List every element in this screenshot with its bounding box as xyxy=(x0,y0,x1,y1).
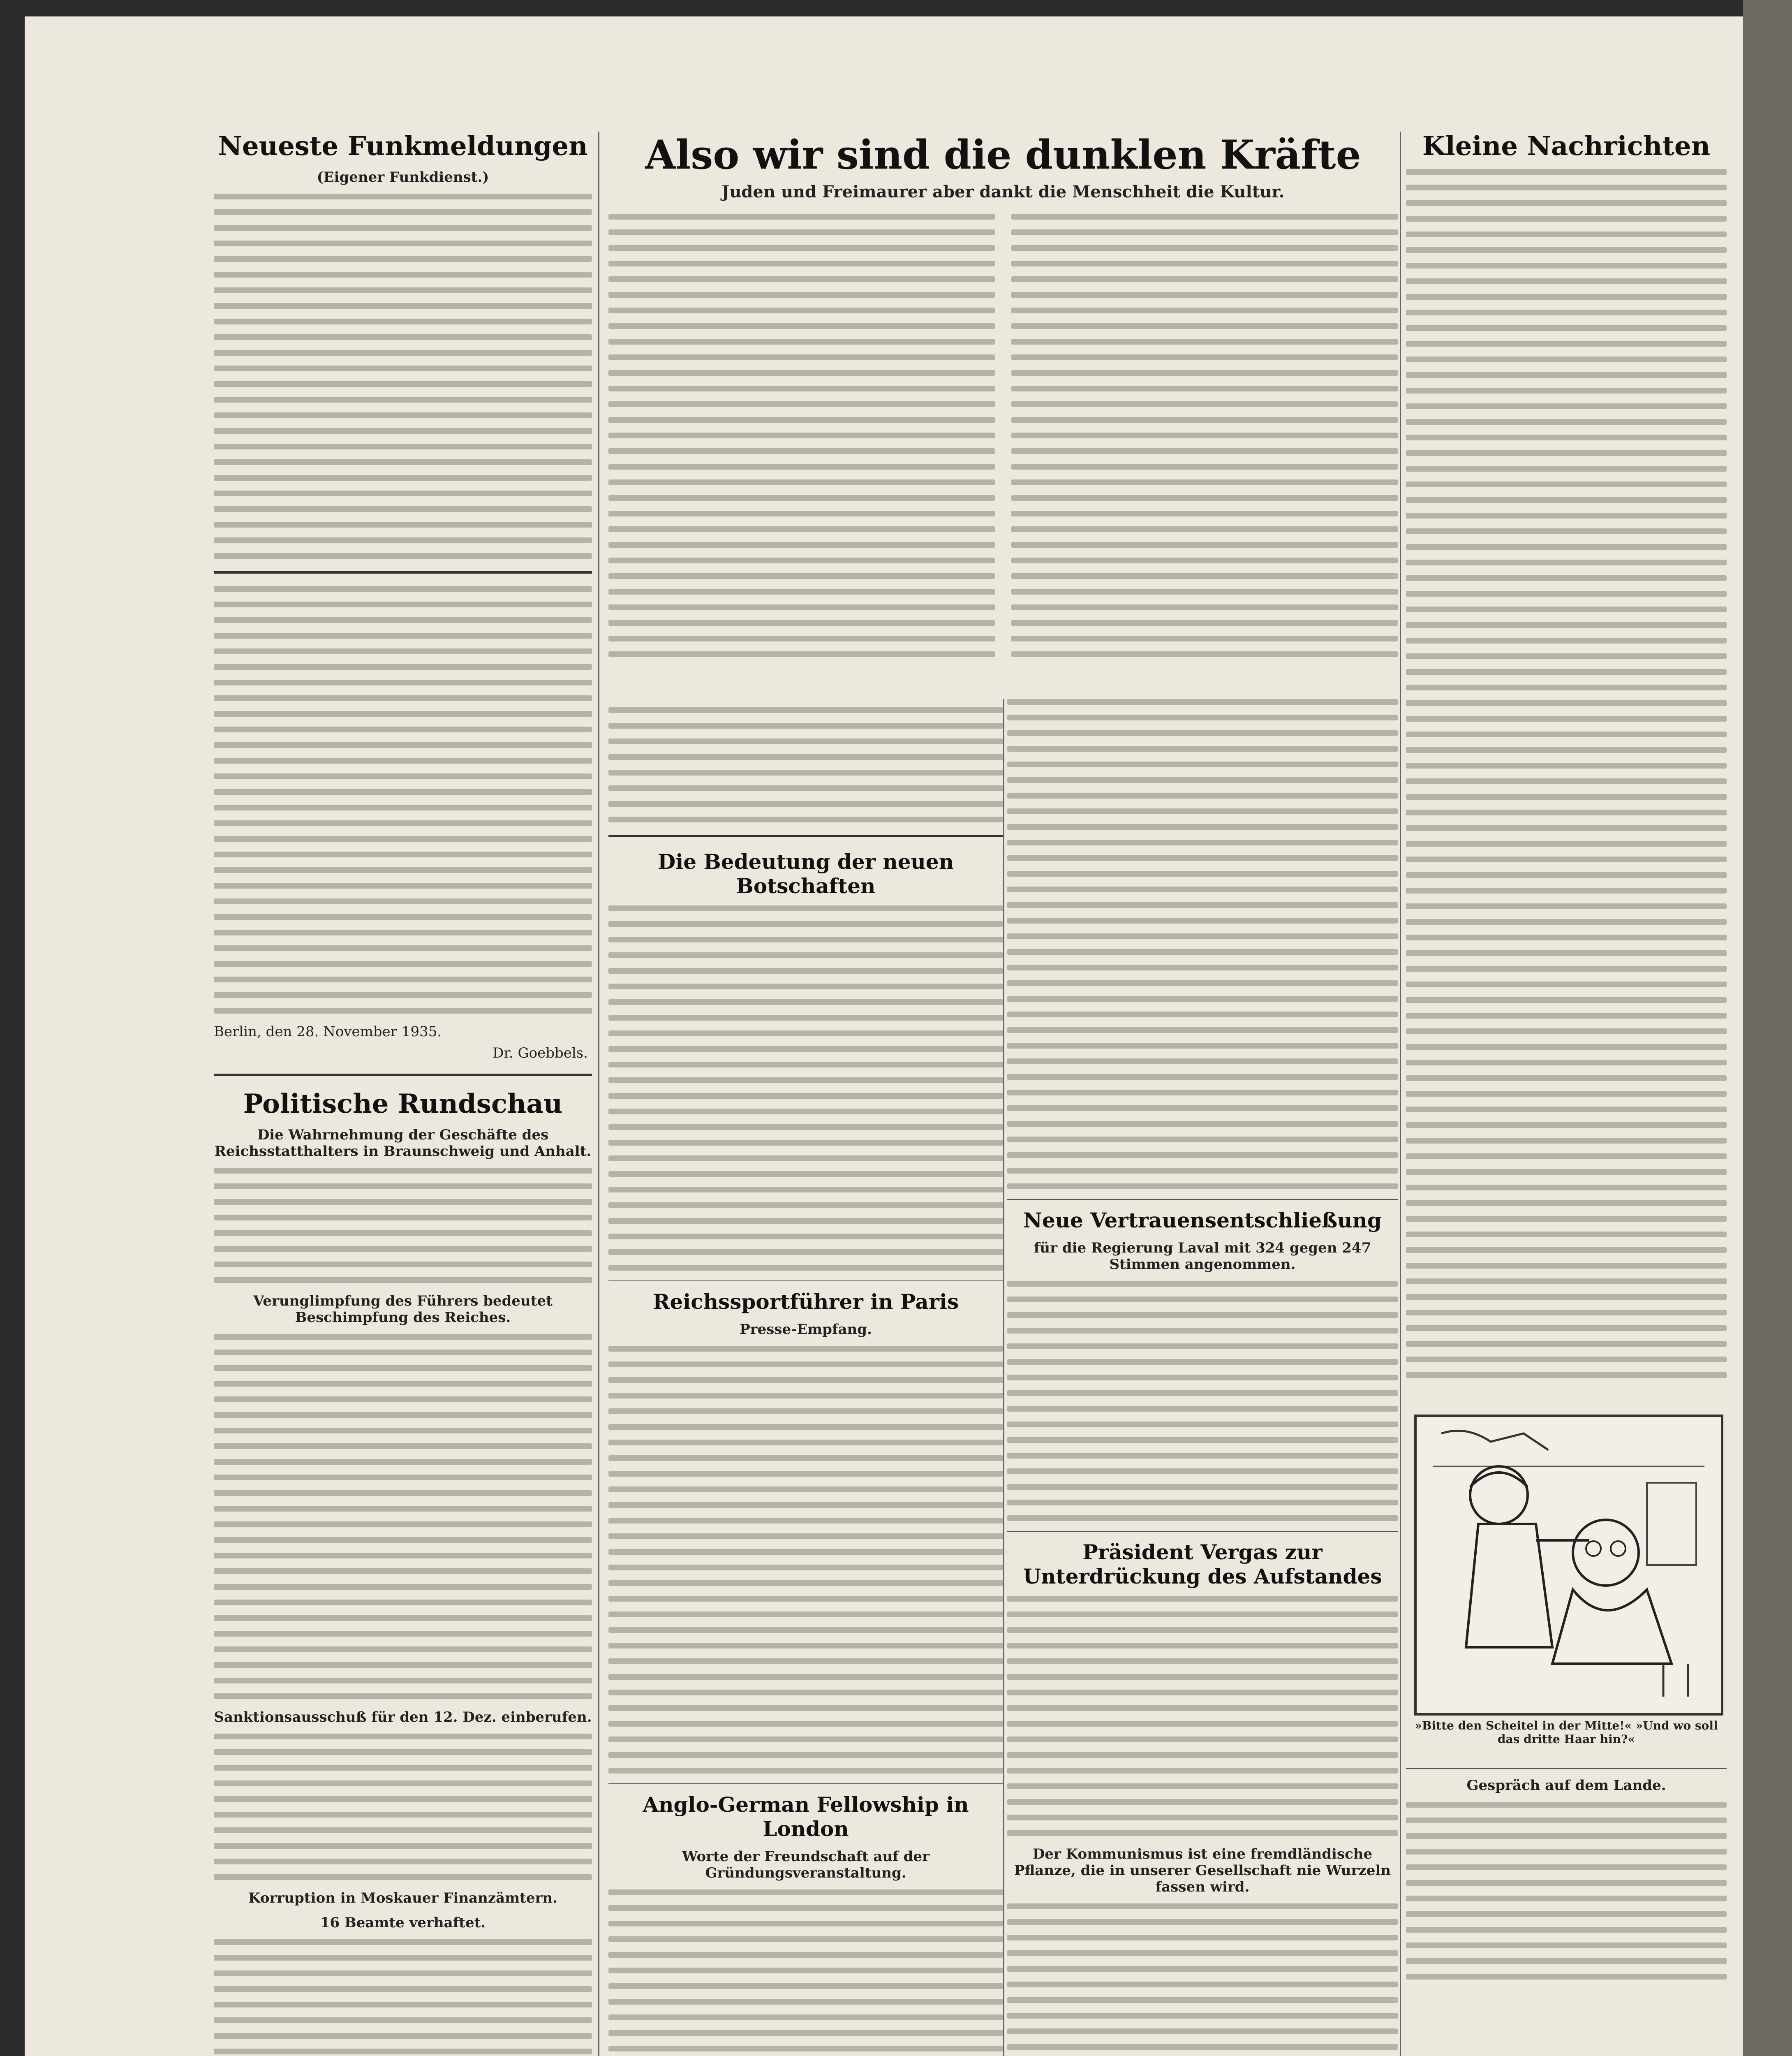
article-text xyxy=(214,586,592,1014)
article-text xyxy=(214,1734,592,1880)
article-text xyxy=(1406,169,1727,1378)
subhead-verunglimpfung: Verunglimpfung des Führers bedeutet Beschimpfung des Reiches. xyxy=(253,1293,553,1326)
article-text xyxy=(1011,214,1398,667)
article-text xyxy=(608,1889,1003,2056)
subhead-funkdienst: (Eigener Funkdienst.) xyxy=(317,169,489,185)
rule xyxy=(608,1783,1003,1784)
subhead-sanktionsausschuss: Sanktionsausschuß für den 12. Dez. einberufen. xyxy=(214,1709,592,1725)
column-3 xyxy=(1007,699,1398,2056)
rule xyxy=(214,571,592,574)
column-2 xyxy=(608,707,1003,2056)
column-1 xyxy=(214,123,592,2056)
article-text xyxy=(1007,1903,1398,2056)
headline-botschaften: Die Bedeutung der neuen Botschaften xyxy=(657,850,954,898)
subhead-gruendung: Worte der Freundschaft auf der Gründungsveranstaltung. xyxy=(682,1848,930,1881)
headline-fellowship: Anglo-German Fellowship in London xyxy=(643,1792,969,1841)
cartoon-caption: »Bitte den Scheitel in der Mitte!« »Und wo soll das dritte Haar hin?« xyxy=(1415,1719,1718,1746)
headline-kleine-nachrichten: Kleine Nachrichten xyxy=(1422,131,1711,162)
dateline: Berlin, den 28. November 1935. xyxy=(214,1023,442,1040)
article-text xyxy=(214,194,592,559)
subhead-korruption: Korruption in Moskauer Finanzämtern. xyxy=(248,1890,557,1906)
cartoon-illustration xyxy=(1414,1415,1723,1716)
rule xyxy=(1007,1531,1398,1532)
headline-vertrauen: Neue Vertrauensentschließung xyxy=(1023,1208,1382,1232)
subhead-reichsstatthalter: Die Wahrnehmung der Geschäfte des Reichsstatthalters in Braunschweig und Anhalt. xyxy=(214,1127,592,1160)
headline-reichssportfuehrer: Reichssportführer in Paris xyxy=(652,1290,959,1314)
article-text xyxy=(608,1346,1003,1774)
subhead-gespraech: Gespräch auf dem Lande. xyxy=(1466,1777,1666,1794)
headline-vergas: Präsident Vergas zur Unterdrückung des Aufstandes xyxy=(1023,1540,1382,1588)
article-text xyxy=(214,1334,592,1699)
rule xyxy=(1007,1199,1398,1200)
column-4-lower xyxy=(1406,1760,1727,2056)
article-text xyxy=(214,1168,592,1283)
subhead-presse-empfang: Presse-Empfang. xyxy=(740,1321,872,1338)
barber-cartoon-icon xyxy=(1417,1417,1716,1708)
rule xyxy=(608,835,1003,837)
column-divider xyxy=(1003,699,1004,2056)
headline-dunkle-kraefte: Also wir sind die dunklen Kräfte xyxy=(645,132,1361,178)
rule xyxy=(1406,1768,1727,1769)
subhead-kommunismus: Der Kommunismus ist eine fremdländische Pflanze, die in unserer Gesellschaft nie Wurzeln fassen wird. xyxy=(1014,1846,1391,1895)
headline-rundschau: Politische Rundschau xyxy=(243,1088,563,1119)
article-text xyxy=(1406,1802,1727,1980)
book-edge xyxy=(1743,0,1792,2056)
article-text xyxy=(608,707,1003,822)
rule xyxy=(608,1280,1003,1281)
article-text xyxy=(608,905,1003,1271)
article-text xyxy=(608,214,995,667)
article-text xyxy=(1007,1596,1398,1836)
article-text xyxy=(1007,699,1398,1189)
column-divider xyxy=(598,132,599,2056)
rule xyxy=(214,1074,592,1076)
subhead-kultur: Juden und Freimaurer aber dankt die Menschheit die Kultur. xyxy=(721,182,1285,201)
article-text xyxy=(214,1939,592,2056)
main-article-body xyxy=(608,177,1398,703)
article-text xyxy=(1007,1281,1398,1521)
subhead-laval: für die Regierung Laval mit 324 gegen 247 Stimmen angenommen. xyxy=(1034,1240,1371,1273)
headline-funkmeldungen: Neueste Funkmeldungen xyxy=(218,131,588,162)
signature: Dr. Goebbels. xyxy=(493,1045,588,1061)
column-divider xyxy=(1400,132,1401,2056)
subhead-beamte: 16 Beamte verhaftet. xyxy=(320,1915,486,1931)
